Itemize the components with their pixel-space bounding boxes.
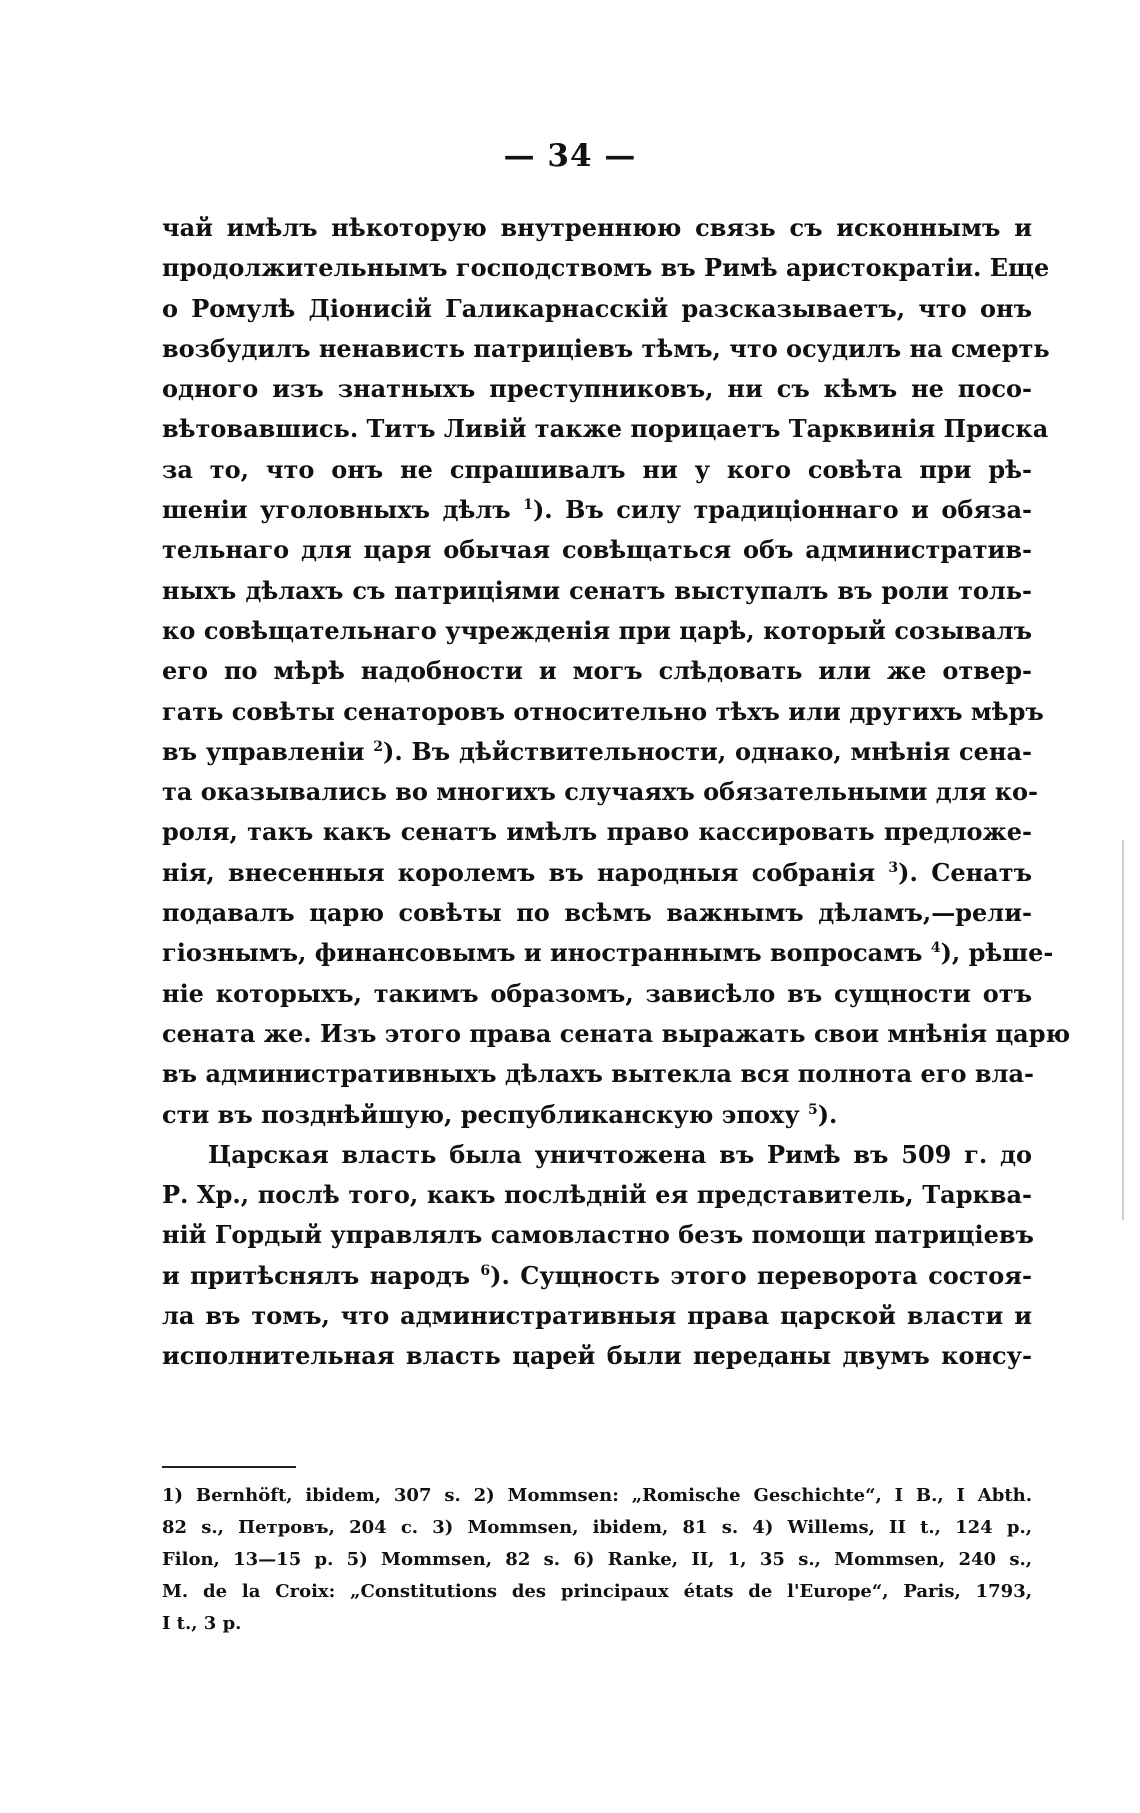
text-line: вѣтовавшись. Титъ Ливій также порицаетъ Тарквинія Приска	[162, 414, 1049, 444]
line-text: шеніи уголовныхъ дѣлъ	[162, 495, 511, 525]
line-text: ). Сущность этого переворота состоя-	[490, 1260, 1032, 1290]
footnote-line: Filon, 13—15 p. 5) Mommsen, 82 s. 6) Ranke, II, 1, 35 s., Mommsen, 240 s.,	[162, 1549, 1032, 1570]
text-line: Р. Хр., послѣ того, какъ послѣдній ея представитель, Тарква-	[162, 1180, 1032, 1210]
footnotes	[162, 1480, 1032, 1640]
footnote-ref: 5	[807, 1101, 818, 1118]
text-line: подавалъ царю совѣты по всѣмъ важнымъ дѣламъ,—рели-	[162, 898, 1032, 928]
footnote-ref: 2	[373, 738, 384, 755]
footnote-ref: 3	[888, 859, 899, 876]
footnote-ref: 1	[523, 497, 533, 514]
footnote-ref: 6	[480, 1262, 491, 1279]
footnote-ref: 4	[930, 940, 941, 957]
footnote-line: I t., 3 p.	[162, 1613, 242, 1634]
text-line	[162, 490, 1032, 530]
text-line: его по мѣрѣ надобности и могъ слѣдовать или же отвер-	[162, 656, 1032, 686]
footnote-line: 1) Bernhöft, ibidem, 307 s. 2) Mommsen: „Romische Geschichte“, I B., I Abth.	[162, 1485, 1032, 1506]
text-line: о Ромулѣ Діонисій Галикарнасскій разсказываетъ, что онъ	[162, 293, 1032, 323]
text-line: та оказывались во многихъ случаяхъ обязательными для ко-	[162, 777, 1039, 807]
text-line: ніе которыхъ, такимъ образомъ, зависѣло въ сущности отъ	[162, 978, 1032, 1008]
page-number: — 34 —	[503, 138, 637, 174]
text-line: ко совѣщательнаго учрежденія при царѣ, который созывалъ	[162, 615, 1032, 645]
line-text: нія, внесенныя королемъ въ народныя собранія	[162, 857, 876, 887]
text-line	[162, 1256, 1032, 1296]
text-line: тельнаго для царя обычая совѣщаться объ административ-	[162, 535, 1032, 565]
line-text: ). Въ силу традиціоннаго и обяза-	[532, 495, 1032, 525]
footnote-divider	[162, 1466, 296, 1468]
line-text: въ управленіи	[162, 736, 365, 766]
text-line: возбудилъ ненависть патриціевъ тѣмъ, что осудилъ на смерть	[162, 333, 1050, 363]
text-line: ла въ томъ, что административныя права царской власти и	[162, 1301, 1032, 1331]
line-text: ), рѣше-	[940, 938, 1054, 968]
footnote-line: 82 s., Петровъ, 204 с. 3) Mommsen, ibidem, 81 s. 4) Willems, II t., 124 p.,	[162, 1517, 1032, 1538]
text-line: чай имѣлъ нѣкоторую внутреннюю связь съ исконнымъ и	[162, 213, 1032, 242]
line-text: ). Въ дѣйствительности, однако, мнѣнія сена-	[383, 736, 1032, 766]
text-line: гать совѣты сенаторовъ относительно тѣхъ или другихъ мѣръ	[162, 696, 1044, 726]
text-line	[162, 732, 1032, 772]
scan-edge-shadow	[1122, 840, 1124, 1220]
line-text: ).	[817, 1099, 838, 1129]
text-line: продолжительнымъ господствомъ въ Римѣ аристократіи. Еще	[162, 253, 1050, 283]
text-line: Царская власть была уничтожена въ Римѣ въ 509 г. до	[208, 1139, 1032, 1169]
line-text: ). Сенатъ	[898, 857, 1032, 887]
line-text: и притѣснялъ народъ	[162, 1260, 471, 1290]
text-line: роля, такъ какъ сенатъ имѣлъ право кассировать предложе-	[162, 817, 1032, 847]
text-line: ныхъ дѣлахъ съ патриціями сенатъ выступалъ въ роли толь-	[162, 575, 1032, 605]
text-line: за то, что онъ не спрашивалъ ни у кого совѣта при рѣ-	[162, 454, 1032, 484]
text-line: ній Гордый управлялъ самовластно безъ помощи патриціевъ	[162, 1220, 1034, 1250]
text-line	[162, 933, 1054, 973]
text-line: сената же. Изъ этого права сената выражать свои мнѣнія царю	[162, 1018, 1071, 1048]
text-line: исполнительная власть царей были переданы двумъ консу-	[162, 1341, 1032, 1371]
text-line	[162, 1095, 1032, 1135]
text-line	[162, 853, 1032, 893]
text-line: одного изъ знатныхъ преступниковъ, ни съ кѣмъ не посо-	[162, 374, 1032, 404]
line-text: гіознымъ, финансовымъ и иностраннымъ вопросамъ	[162, 938, 923, 968]
main-text	[162, 208, 1071, 1377]
text-line: въ административныхъ дѣлахъ вытекла вся полнота его вла-	[162, 1059, 1034, 1089]
line-text: сти въ позднѣйшую, республиканскую эпоху	[162, 1099, 800, 1129]
footnote-line: M. de la Croix: „Constitutions des principaux états de l'Europe“, Paris, 1793,	[162, 1581, 1032, 1602]
